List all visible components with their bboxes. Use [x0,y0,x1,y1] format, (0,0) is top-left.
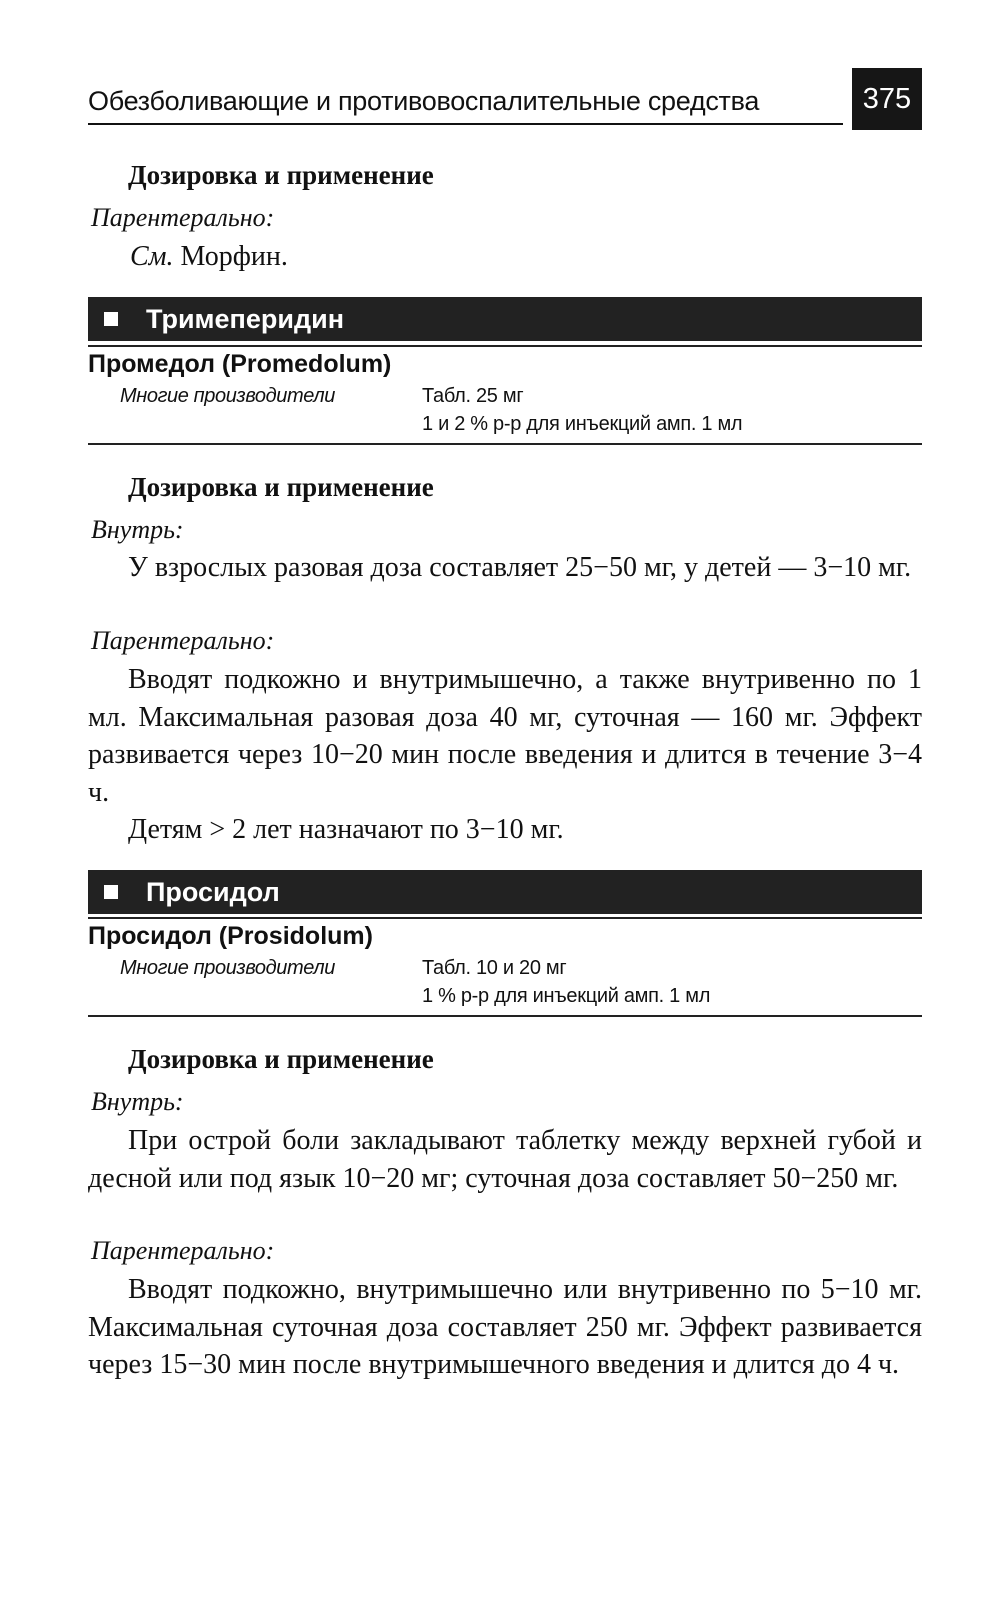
entry-rule [88,443,922,445]
manufacturer: Многие производители [120,957,335,979]
section-underline [88,345,922,347]
intro-route-label: Парентерально: [91,203,275,232]
see-prefix: См. [130,241,174,272]
section-underline [88,917,922,919]
drug-name-promedol: Промедол (Promedolum) [88,350,392,378]
manufacturer: Многие производители [120,385,335,407]
running-header [88,68,922,130]
children-dosage-text: Детям > 2 лет назначают по 3−10 мг. [128,814,564,845]
section-bar-trimeperidine [88,297,922,341]
section-bar-prosidol [88,870,922,914]
subheading-dosage: Дозировка и применение [128,1044,434,1074]
header-rule [88,123,843,125]
page-number: 375 [852,68,922,130]
running-title: Обезболивающие и противовоспалительные средства [88,86,760,116]
oral-dosage-text: При острой боли закладывают таблетку между верхней губой и десной или под язык 10−20 мг; суточная доза составляет 50−250 мг. [88,1125,922,1194]
drug-name-prosidol: Просидол (Prosidolum) [88,922,373,950]
section-title: Тримеперидин [146,304,345,334]
dosage-form-1: Табл. 25 мг [422,385,524,407]
route-parenteral-label: Парентерально: [91,626,275,655]
see-target: Морфин. [180,241,288,272]
square-bullet-icon [104,885,118,899]
subheading-dosage: Дозировка и применение [128,472,434,502]
dosage-form-2: 1 % р-р для инъекций амп. 1 мл [422,985,711,1007]
route-oral-label: Внутрь: [91,1087,184,1116]
route-parenteral-label: Парентерально: [91,1236,275,1265]
square-bullet-icon [104,312,118,326]
section-title: Просидол [146,877,280,907]
parenteral-dosage-text: Вводят подкожно и внутримышечно, а также внутривенно по 1 мл. Максимальная разовая доза 40 мг, суточная — 160 мг. Эффект развивается через 10−20 мин после введения и длится в течение 3−4 ч. [88,664,922,808]
entry-rule [88,1015,922,1017]
route-oral-label: Внутрь: [91,515,184,544]
dosage-form-2: 1 и 2 % р-р для инъекций амп. 1 мл [422,413,743,435]
intro-see-reference [130,241,288,273]
oral-dosage-text: У взрослых разовая доза составляет 25−50 мг, у детей — 3−10 мг. [128,552,912,583]
dosage-form-1: Табл. 10 и 20 мг [422,957,567,979]
intro-subheading: Дозировка и применение [128,160,434,190]
parenteral-dosage-text: Вводят подкожно, внутримышечно или внутривенно по 5−10 мг. Максимальная суточная доза составляет 250 мг. Эффект развивается через 15−30 мин после внутримышечного введения и длится до 4 ч. [88,1274,922,1380]
